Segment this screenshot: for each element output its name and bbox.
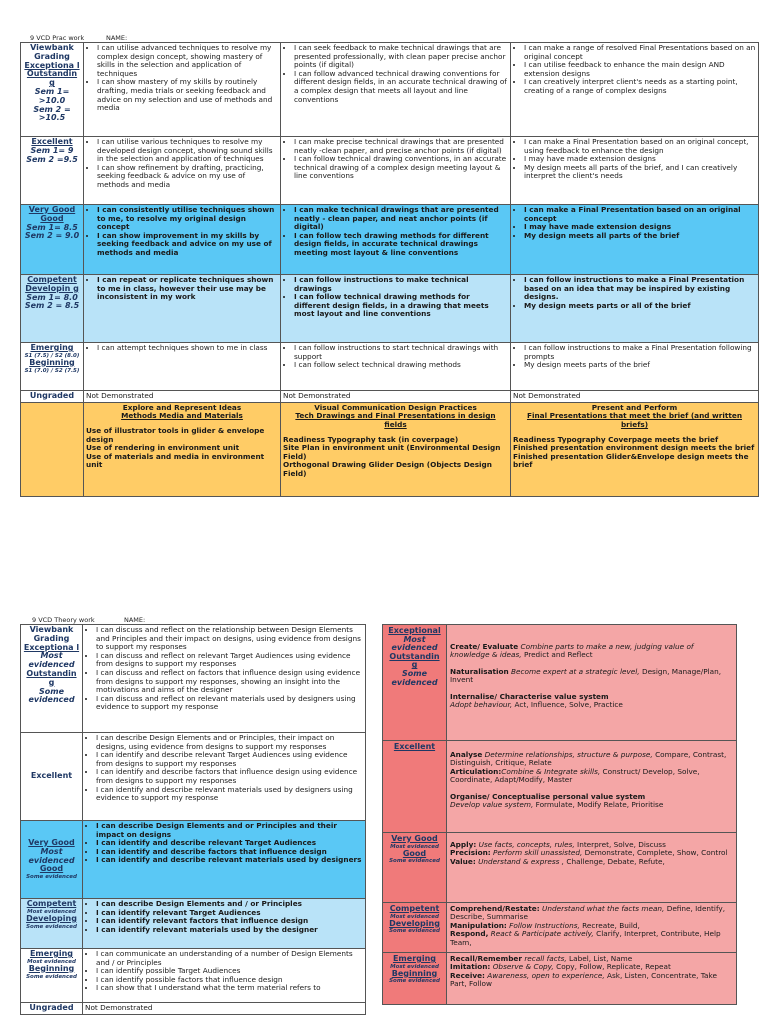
grade-label: Very Good Good Sem 1= 8.5 Sem 2 = 9.0 — [21, 205, 84, 275]
grade-label: Ungraded — [21, 1003, 83, 1015]
prac-row-ungraded — [21, 391, 759, 403]
criteria-cell: • I can repeat or replicate techniques shown to me in class, however their use may be inconsistent in my work — [84, 275, 281, 343]
criteria-cell: • I can consistently utilise techniques shown to me, to resolve my original design concept • I can show improvement in my skills by seeking feedback and advice on my use of methods and media — [84, 205, 281, 275]
tasks-cell: Explore and Represent Ideas Methods Media and Materials Use of illustrator tools in glider & envelope design Use of rendering in environment unit Use of materials and media in environment unit — [84, 402, 281, 496]
tasks-label-cell — [21, 402, 84, 496]
grade-label: Competent Most evidenced Developing Some evidenced — [383, 903, 447, 953]
theory-row-excellent — [21, 733, 366, 821]
theory-row-very-good — [21, 821, 366, 899]
theory-row-emerging — [21, 949, 366, 1003]
prac-name-label: NAME: — [106, 34, 128, 42]
grade-label: Excellent — [21, 733, 83, 821]
grade-label: Emerging Most evidenced Beginning Some evidenced — [21, 949, 83, 1003]
criteria-cell: • I can make a Final Presentation based on an original concept, using feedback to enhance the design • I may have made extension designs • My design meets all parts of the brief, and I can creatively interpret the client's needs — [511, 137, 759, 205]
prac-row-tasks — [21, 402, 759, 496]
theory-row-exceptional — [21, 625, 366, 733]
criteria-cell: • I can utilise various techniques to resolve my developed design concept, showing sound skills in the selection and application of techniques • I can show refinement by drafting, practicing, seeking feedback & advice on my use of methods and media — [84, 137, 281, 205]
criteria-cell: • I can follow instructions to make a Final Presentation following prompts • My design meets parts of the brief — [511, 343, 759, 391]
prac-row-excellent — [21, 137, 759, 205]
grade-label: Emerging S1 (7.5) / S2 (8.0) Beginning S1 (7.0) / S2 (7.5) — [21, 343, 84, 391]
taxonomy-row-very-good — [383, 833, 737, 903]
theory-row-ungraded — [21, 1003, 366, 1015]
taxonomy-row-exceptional — [383, 625, 737, 741]
grade-label: Very Good Most evidenced Good Some evidenced — [21, 821, 83, 899]
criteria-cell: Not Demonstrated — [281, 391, 511, 403]
grade-label: Viewbank Grading Exceptiona l Outstandin g Sem 1= >10.0 Sem 2 = >10.5 — [21, 43, 84, 137]
criteria-cell: • I can follow instructions to start technical drawings with support • I can follow select technical drawing methods — [281, 343, 511, 391]
grade-label: Competent Developin g Sem 1= 8.0 Sem 2 = 8.5 — [21, 275, 84, 343]
criteria-cell: • I can make a Final Presentation based on an original concept • I may have made extension designs • My design meets all parts of the brief — [511, 205, 759, 275]
prac-rubric-table — [20, 42, 759, 497]
taxonomy-cell: Recall/Remember recall facts, Label, List, Name Imitation: Observe & Copy, Copy, Follow, Replicate, Repeat Receive: Awareness, open to experience, Ask, Listen, Concentrate, Take Part, Follow — [447, 953, 737, 1005]
criteria-cell: • I can communicate an understanding of a number of Design Elements and / or Principles • I can identify possible Target Audiences • I can identify possible factors that influence design • I can show that I understand what the term material refers to — [83, 949, 366, 1003]
criteria-cell: • I can utilise advanced techniques to resolve my complex design concept, showing mastery of skills in the selection and application of techniques • I can show mastery of my skills by routinely drafting, media trials or seeking feedback and advice on my selection and use of methods and media — [84, 43, 281, 137]
criteria-cell: Not Demonstrated — [84, 391, 281, 403]
criteria-cell: • I can describe Design Elements and or Principles and their impact on designs • I can identify and describe relevant Target Audiences • I can identify and describe factors that influence design • I can identify and describe relevant materials used by designers — [83, 821, 366, 899]
grade-label: Emerging Most evidenced Beginning Some evidenced — [383, 953, 447, 1005]
theory-name-label: NAME: — [124, 616, 146, 624]
criteria-cell: • I can describe Design Elements and or Principles, their impact on designs, using evidence from designs to support my responses • I can identify and describe relevant Target Audiences using evidence from designs to support my responses • I can identify and describe factors that influence design using evidence from designs to support my responses • I can identify and describe relevant materials used by designers using evidence to support my response — [83, 733, 366, 821]
prac-row-very-good — [21, 205, 759, 275]
criteria-cell: • I can make precise technical drawings that are presented neatly -clean paper, and precise anchor points (if digital) • I can follow technical drawing conventions, in an accurate technical drawing of a complex design meeting layout & line conventions — [281, 137, 511, 205]
criteria-cell: • I can attempt techniques shown to me in class — [84, 343, 281, 391]
criteria-cell: Not Demonstrated — [511, 391, 759, 403]
theory-rubric-table — [20, 624, 366, 1015]
tasks-cell: Visual Communication Design Practices Tech Drawings and Final Presentations in design fields Readiness Typography task (in coverpage) Site Plan in environment unit (Environmental Design Field) Orthogonal Drawing Glider Design (Objects Design Field) — [281, 402, 511, 496]
criteria-cell: • I can describe Design Elements and / or Principles • I can identify relevant Target Audiences • I can identify relevant factors that influence design • I can identify relevant materials used by the designer — [83, 899, 366, 949]
grade-label: Very Good Most evidenced Good Some evidenced — [383, 833, 447, 903]
taxonomy-cell: Comprehend/Restate: Understand what the facts mean, Define, Identify, Describe, Summarise Manipulation: Follow Instructions, Recreate, Build, Respond, React & Participate actively, Clarify, Interpret, Contribute, Help Team, — [447, 903, 737, 953]
taxonomy-cell: Analyse Determine relationships, structure & purpose, Compare, Contrast, Distinguish, Critique, Relate Articulation:Combine & Integrate skills, Construct/ Develop, Solve, Coordinate, Adapt/Modify, Master Organise/ Conceptualise personal value system Develop value system, Formulate, Modify Relate, Prioritise — [447, 741, 737, 833]
criteria-cell: • I can follow instructions to make technical drawings • I can follow technical drawing methods for different design fields, in a drawing that meets most layout and line conventions — [281, 275, 511, 343]
grade-label: Exceptional Most evidenced Outstandin g Some evidenced — [383, 625, 447, 741]
taxonomy-cell: Create/ Evaluate Combine parts to make a new, judging value of knowledge & ideas, Predict and Reflect Naturalisation Become expert at a strategic level, Design, Manage/Plan, Invent Internalise/ Characterise value system Adopt behaviour, Act, Influence, Solve, Practice — [447, 625, 737, 741]
prac-row-exceptional — [21, 43, 759, 137]
taxonomy-row-emerging — [383, 953, 737, 1005]
criteria-cell: • I can follow instructions to make a Final Presentation based on an idea that may be inspired by existing designs. • My design meets parts or all of the brief — [511, 275, 759, 343]
taxonomy-table — [382, 624, 737, 1005]
taxonomy-row-excellent — [383, 741, 737, 833]
grade-label: Ungraded — [21, 391, 84, 403]
taxonomy-cell: Apply: Use facts, concepts, rules, Interpret, Solve, Discuss Precision: Perform skill unassisted, Demonstrate, Complete, Show, Control Value: Understand & express , Challenge, Debate, Refute, — [447, 833, 737, 903]
theory-header: 9 VCD Theory work — [32, 616, 95, 624]
criteria-cell: • I can make a range of resolved Final Presentations based on an original concept • I can utilise feedback to enhance the main design AND extension designs • I can creatively interpret client's needs as a starting point, creating of a range of complex designs — [511, 43, 759, 137]
criteria-cell: • I can discuss and reflect on the relationship between Design Elements and Principles and their impact on designs, using evidence from designs to support my responses • I can discuss and reflect on relevant Target Audiences using evidence from designs to support my responses • I can discuss and reflect on factors that influence design using evidence from designs to support my responses, showing an insight into the motivations and aims of the designer • I can discuss and reflect on relevant materials used by designers using evidence to support my response — [83, 625, 366, 733]
grade-label: Viewbank Grading Exceptiona l Most evidenced Outstandin g Some evidenced — [21, 625, 83, 733]
criteria-cell: • I can seek feedback to make technical drawings that are presented professionally, with clean paper precise anchor points (if digital) • I can follow advanced technical drawing conventions for different design fields, in an accurate technical drawing of a complex design that meets all layout and line conventions — [281, 43, 511, 137]
prac-header: 9 VCD Prac work — [30, 34, 85, 42]
grade-label: Excellent — [383, 741, 447, 833]
prac-row-emerging — [21, 343, 759, 391]
prac-row-competent — [21, 275, 759, 343]
tasks-cell: Present and Perform Final Presentations that meet the brief (and written briefs) Readiness Typography Coverpage meets the brief Finished presentation environment design meets the brief Finished presentation Glider&Envelope design meets the brief — [511, 402, 759, 496]
grade-label: Competent Most evidenced Developing Some evidenced — [21, 899, 83, 949]
grade-label: Excellent Sem 1= 9 Sem 2 =9.5 — [21, 137, 84, 205]
criteria-cell: • I can make technical drawings that are presented neatly - clean paper, and neat anchor points (if digital) • I can follow tech drawing methods for different design fields, in accurate technical drawings meeting most layout & line conventions — [281, 205, 511, 275]
theory-row-competent — [21, 899, 366, 949]
taxonomy-row-competent — [383, 903, 737, 953]
criteria-cell: Not Demonstrated — [83, 1003, 366, 1015]
